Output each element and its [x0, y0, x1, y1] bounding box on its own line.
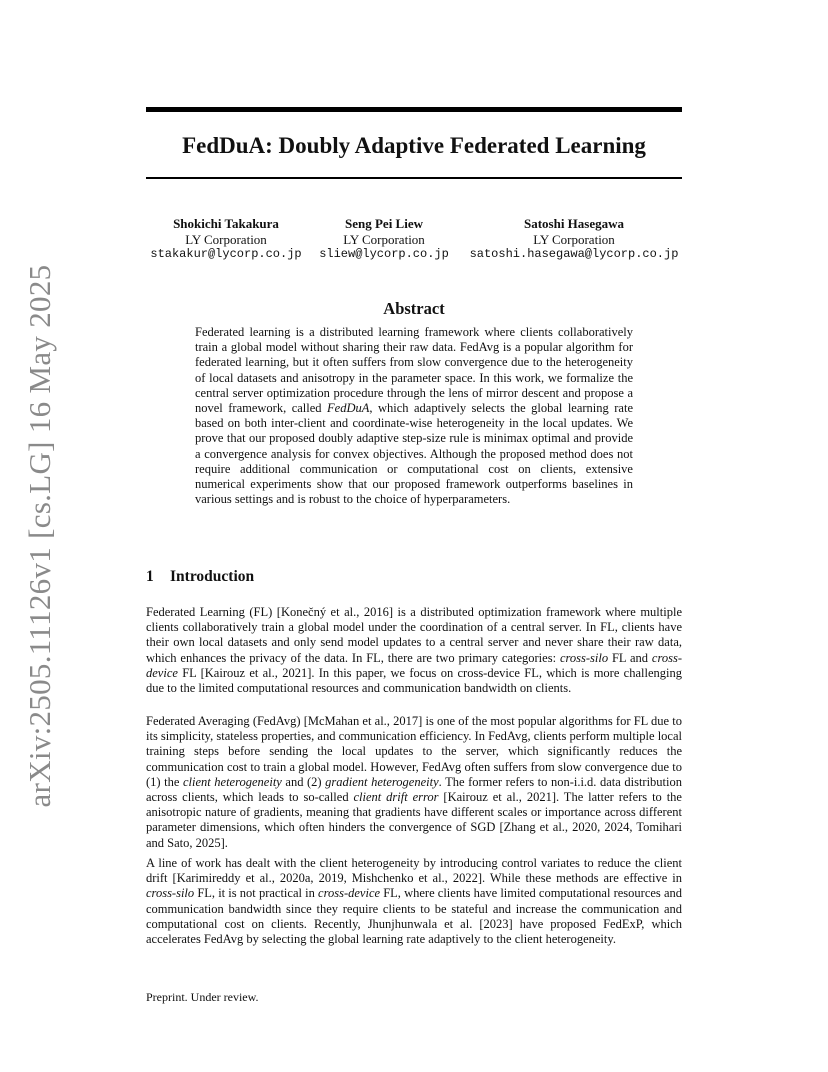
author-affiliation: LY Corporation — [343, 231, 425, 247]
author-affiliation: LY Corporation — [185, 231, 267, 247]
author-name: Seng Pei Liew — [345, 216, 423, 231]
author-block — [146, 216, 682, 266]
title-bottom-rule — [146, 177, 682, 179]
section-number: 1 — [146, 568, 154, 585]
intro-paragraph-3: A line of work has dealt with the client heterogeneity by introducing control variates to reduce the client drift [Karimireddy et al., 2020a, 2019, Mishchenko et al., 2022]. While these methods are effective in cross-silo FL, it is not practical in cross-device FL, where clients have limited computational resources and communication bandwidth since they require clients to be stateful and increase the communication and computational cost on clients. Recently, Jhunjhunwala et al. [2023] have proposed FedExP, which accelerates FedAvg by selecting the global learning rate adaptively to the client heterogeneity. — [146, 856, 682, 947]
footer-note: Preprint. Under review. — [146, 990, 259, 1004]
intro-paragraph-2: Federated Averaging (FedAvg) [McMahan et al., 2017] is one of the most popular algorithms for FL due to its simplicity, stateless properties, and communication efficiency. In FedAvg, clients perform multiple local training steps before sending the local updates to the server, which significantly reduces the communication cost to train a global model. However, FedAvg often suffers from slow convergence due to (1) the client heterogeneity and (2) gradient heterogeneity. The former refers to non-i.i.d. data distribution across clients, which leads to so-called client drift error [Kairouz et al., 2021]. The latter refers to the anisotropic nature of gradients, meaning that gradients have different scales or importance across different parameter dimensions, which often hinders the convergence of SGD [Zhang et al., 2020, 2024, Tomihari and Sato, 2025]. — [146, 714, 682, 850]
abstract-text: Federated learning is a distributed learning framework where clients collaboratively train a global model without sharing their raw data. FedAvg is a popular algorithm for federated learning, but it often suffers from slow convergence due to the heterogeneity of local datasets and anisotropy in the parameter space. In this work, we formalize the central server optimization procedure through the lens of mirror descent and propose a novel framework, called FedDuA, which adaptively selects the global learning rate based on both inter-client and coordinate-wise heterogeneity in the local updates. We prove that our proposed doubly adaptive step-size rule is minimax optimal and provide a convergence analysis for convex objectives. Although the proposed method does not require additional communication or computational cost on clients, extensive numerical experiments show that our proposed framework outperforms baselines in various settings and is robust to the choice of hyperparameters. — [195, 325, 633, 507]
author-email: stakakur@lycorp.co.jp — [150, 247, 302, 261]
author-email: sliew@lycorp.co.jp — [319, 247, 449, 261]
author-email: satoshi.hasegawa@lycorp.co.jp — [469, 247, 679, 261]
author-2 — [314, 216, 454, 263]
intro-paragraph-1: Federated Learning (FL) [Konečný et al., 2016] is a distributed optimization framework where multiple clients collaboratively train a global model under the coordination of a central server. In FL, clients have their own local datasets and only send model updates to a central server and never share their raw data, which enhances the privacy of the data. In FL, there are two primary categories: cross-silo FL and cross-device FL [Kairouz et al., 2021]. In this paper, we focus on cross-device FL, which is more challenging due to the limited computational resources and communication bandwidth on clients. — [146, 605, 683, 696]
arxiv-identifier-text: arXiv:2505.11126v1 [cs.LG] 16 May 2025 — [22, 264, 57, 808]
author-name: Shokichi Takakura — [173, 216, 279, 231]
title-top-rule — [146, 107, 682, 112]
section-title: Introduction — [170, 568, 255, 585]
arxiv-identifier — [16, 264, 64, 808]
paper-title: FedDuA: Doubly Adaptive Federated Learning — [182, 133, 646, 158]
author-3 — [464, 216, 684, 263]
section-heading — [146, 567, 254, 587]
author-1 — [143, 216, 309, 263]
author-affiliation: LY Corporation — [533, 231, 615, 247]
abstract-heading: Abstract — [383, 299, 445, 318]
author-name: Satoshi Hasegawa — [523, 216, 625, 231]
